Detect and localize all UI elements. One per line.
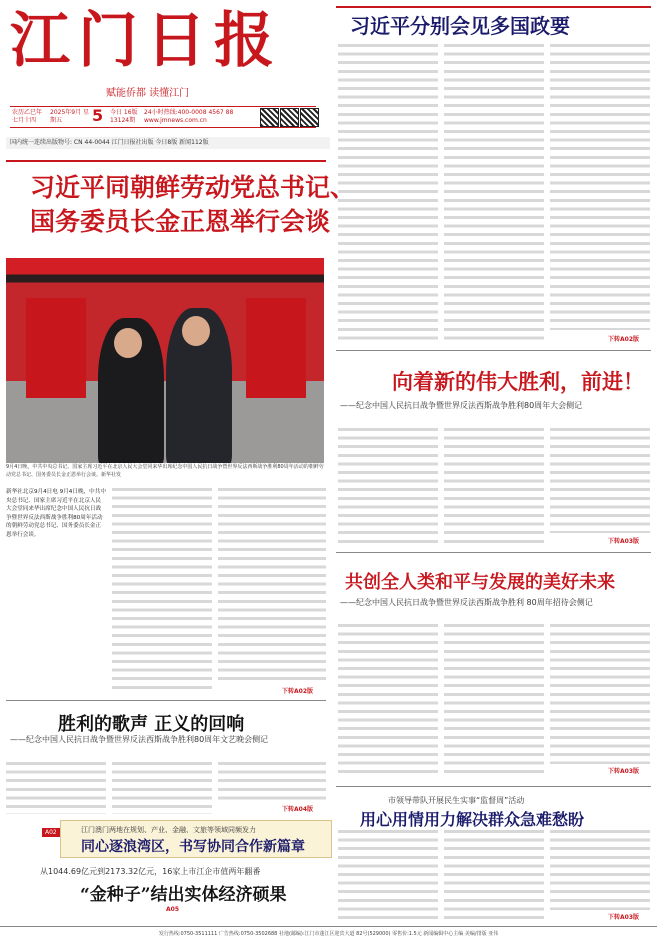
flag-left bbox=[26, 298, 86, 398]
promo-banner[interactable] bbox=[60, 820, 332, 858]
lunar-date: 农历乙巳年 七月十四 bbox=[12, 109, 43, 124]
top-right-column-2 bbox=[444, 44, 544, 344]
issue-day: 5 bbox=[92, 106, 104, 125]
song-column-3 bbox=[218, 762, 326, 802]
divider bbox=[336, 350, 651, 351]
community-column-1 bbox=[338, 624, 438, 774]
edition-info: 今日 16版 13124期 bbox=[110, 109, 138, 124]
economy-page-ref[interactable]: A05 bbox=[166, 906, 179, 913]
community-headline: 共创全人类和平与发展的美好未来 bbox=[345, 572, 615, 593]
police-kicker: 市领导带队开展民生实事“监督周”活动 bbox=[388, 796, 525, 805]
hotline-and-website bbox=[144, 109, 254, 125]
main-column-3 bbox=[218, 488, 326, 684]
continue-link[interactable]: 下转A03版 bbox=[608, 768, 639, 775]
continue-link[interactable]: 下转A02版 bbox=[282, 688, 313, 695]
flag-right bbox=[246, 298, 306, 398]
hotline: 24小时热线:400-0008 4567 88 bbox=[144, 109, 234, 116]
top-right-column-3 bbox=[550, 44, 650, 330]
continue-link[interactable]: 下转A03版 bbox=[608, 538, 639, 545]
continue-link[interactable]: 下转A04版 bbox=[282, 806, 313, 813]
page-badge: A02 bbox=[42, 828, 60, 837]
victory-column-3 bbox=[550, 428, 650, 533]
main-lead-text: 新华社北京9月4日电 9月4日晚，中共中央总书记、国家主席习近平在北京人民大会堂同来华出席纪念中国人民抗日战争暨世界反法西斯战争胜利80周年活动的朝鲜劳动党总书记、国务委员长金正恩举行会谈。 bbox=[6, 489, 106, 538]
community-column-2 bbox=[444, 624, 544, 774]
publication-number-bar: 国内统一连续出版物号: CN 44-0044 江门日报社出版 今日8版 新闻112版 bbox=[6, 137, 330, 149]
main-headline-line-2: 国务委员长金正恩举行会谈 bbox=[30, 207, 331, 236]
main-column-2 bbox=[112, 488, 212, 693]
photo-caption: 9月4日晚，中共中央总书记、国家主席习近平在北京人民大会堂同来华出席纪念中国人民抗日战争暨世界反法西斯战争胜利80周年活动的朝鲜劳动党总书记、国务委员长金正恩举行会谈。新华社发 bbox=[6, 464, 324, 478]
victory-headline: 向着新的伟大胜利，前进！ bbox=[392, 369, 644, 394]
main-headline-line-1: 习近平同朝鲜劳动党总书记、 bbox=[30, 173, 356, 202]
footer: 发行热线:0750-3511111 广告热线:0750-3502688 社地(邮编):江门市蓬江区迎宾大道 82号(529000) 零售价:1.5元 新闻编辑中心主编 美编/排版 亚伟 bbox=[0, 926, 657, 943]
song-column-2 bbox=[112, 762, 212, 814]
slogan: 赋能侨都 读懂江门 bbox=[106, 88, 190, 99]
qr-code-icon bbox=[260, 108, 279, 127]
song-subtitle: ——纪念中国人民抗日战争暨世界反法西斯战争胜利80周年文艺晚会侧记 bbox=[10, 735, 269, 744]
victory-column-2 bbox=[444, 428, 544, 543]
divider bbox=[6, 700, 326, 701]
community-subtitle: ——纪念中国人民抗日战争暨世界反法西斯战争胜利 80周年招待会侧记 bbox=[340, 598, 593, 607]
economy-kicker: 从1044.69亿元到2173.32亿元，16家上市江企市值两年翻番 bbox=[40, 867, 261, 876]
police-column-3 bbox=[550, 830, 650, 910]
masthead bbox=[6, 6, 316, 126]
victory-column-1 bbox=[338, 428, 438, 543]
divider bbox=[336, 552, 651, 553]
song-headline: 胜利的歌声 正义的回响 bbox=[58, 714, 245, 735]
victory-subtitle: ——纪念中国人民抗日战争暨世界反法西斯战争胜利80周年大会侧记 bbox=[340, 401, 583, 410]
divider bbox=[336, 786, 651, 787]
qr-code-icon bbox=[280, 108, 299, 127]
main-news-photo bbox=[6, 258, 324, 463]
song-column-1 bbox=[6, 762, 106, 814]
community-column-3 bbox=[550, 624, 650, 764]
face-right bbox=[182, 316, 210, 346]
issue-date: 2025年9月 星期五 bbox=[50, 109, 89, 124]
police-headline: 用心用情用力解决群众急难愁盼 bbox=[360, 810, 585, 829]
continue-link[interactable]: 下转A03版 bbox=[608, 914, 639, 921]
issue-info-bar bbox=[10, 106, 316, 128]
top-right-headline: 习近平分别会见多国政要 bbox=[350, 14, 570, 38]
divider bbox=[336, 6, 651, 8]
banner-kicker: 江门澳门两地在规划、产业、金融、文旅等领域同频发力 bbox=[81, 826, 256, 834]
website: www.jmnews.com.cn bbox=[144, 117, 207, 124]
newspaper-logo: 江门日报 bbox=[10, 6, 282, 76]
divider bbox=[6, 160, 326, 162]
economy-headline: “金种子”结出实体经济硕果 bbox=[80, 885, 287, 905]
banner-title: 同心逐浪湾区，书写协同合作新篇章 bbox=[81, 839, 305, 855]
police-column-2 bbox=[444, 830, 544, 920]
qr-code-icon bbox=[300, 108, 319, 127]
continue-link[interactable]: 下转A02版 bbox=[608, 336, 639, 343]
police-column-1 bbox=[338, 830, 438, 920]
face-left bbox=[114, 328, 142, 358]
